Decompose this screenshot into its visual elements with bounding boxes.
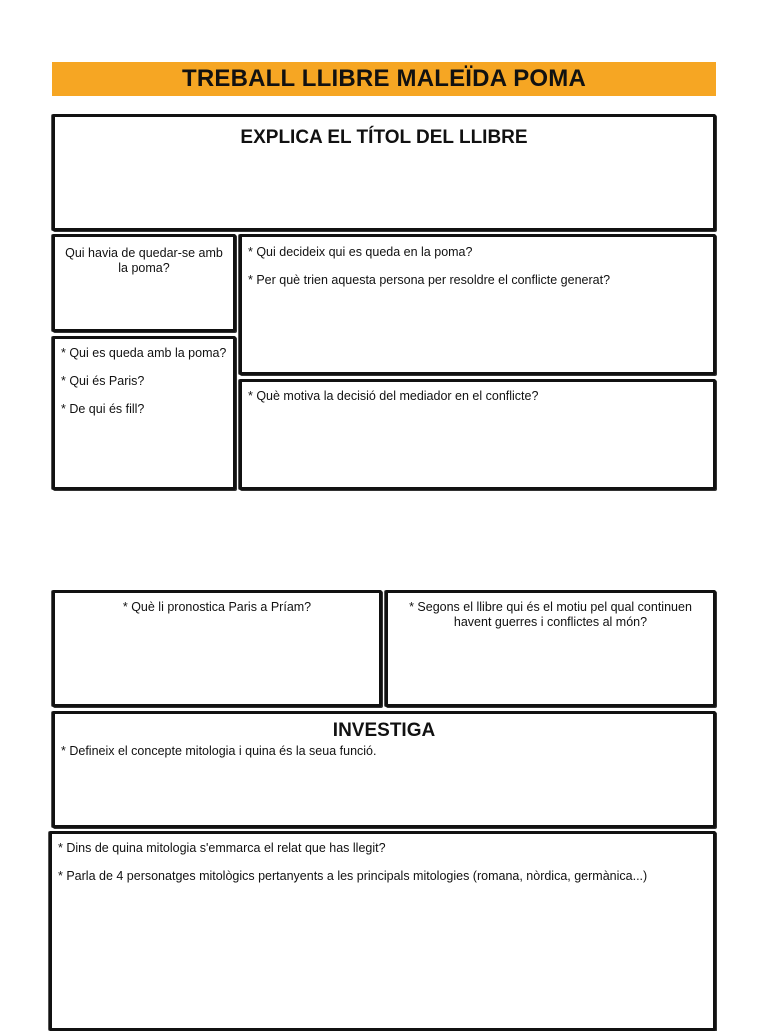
who-should-keep-apple-question: Qui havia de quedar-se amb la poma?	[65, 246, 223, 275]
apple-paris-questions-box	[52, 336, 236, 490]
define-mythology-question: * Defineix el concepte mitologia i quina és la seua funció.	[61, 744, 377, 758]
paris-prediction-box	[52, 590, 382, 707]
which-mythology-question: * Dins de quina mitologia s'emmarca el relat que has llegit?	[58, 841, 386, 855]
reason-for-wars-question: * Segons el llibre qui és el motiu pel qual continuen havent guerres i conflictes al món?	[409, 600, 692, 629]
mediator-motivation-box	[239, 379, 716, 490]
who-should-keep-apple-box	[52, 234, 236, 332]
who-keeps-apple-question: * Qui es queda amb la poma?	[61, 346, 227, 360]
who-decides-box	[239, 234, 716, 375]
mythological-characters-question: * Parla de 4 personatges mitològics pertanyents a les principals mitologies (romana, nòrdica, germànica...)	[58, 869, 648, 883]
explain-title-box	[52, 114, 716, 231]
worksheet-title	[52, 62, 716, 96]
worksheet-title-text: TREBALL LLIBRE MALEÏDA POMA	[181, 65, 587, 92]
reason-for-wars-box	[385, 590, 716, 707]
mythology-questions-box	[49, 831, 716, 1031]
who-decides-question: * Qui decideix qui es queda en la poma?	[248, 245, 473, 259]
investigate-heading: INVESTIGA	[332, 720, 436, 741]
explain-title-heading: EXPLICA EL TÍTOL DEL LLIBRE	[240, 127, 528, 148]
why-chosen-question: * Per què trien aquesta persona per resoldre el conflicte generat?	[248, 273, 611, 287]
whose-son-question: * De qui és fill?	[61, 402, 145, 416]
investigate-box	[52, 711, 716, 828]
mediator-motivation-question: * Què motiva la decisió del mediador en el conflicte?	[248, 389, 539, 403]
who-is-paris-question: * Qui és Paris?	[61, 374, 145, 388]
paris-prediction-question: * Què li pronostica Paris a Príam?	[122, 600, 312, 614]
